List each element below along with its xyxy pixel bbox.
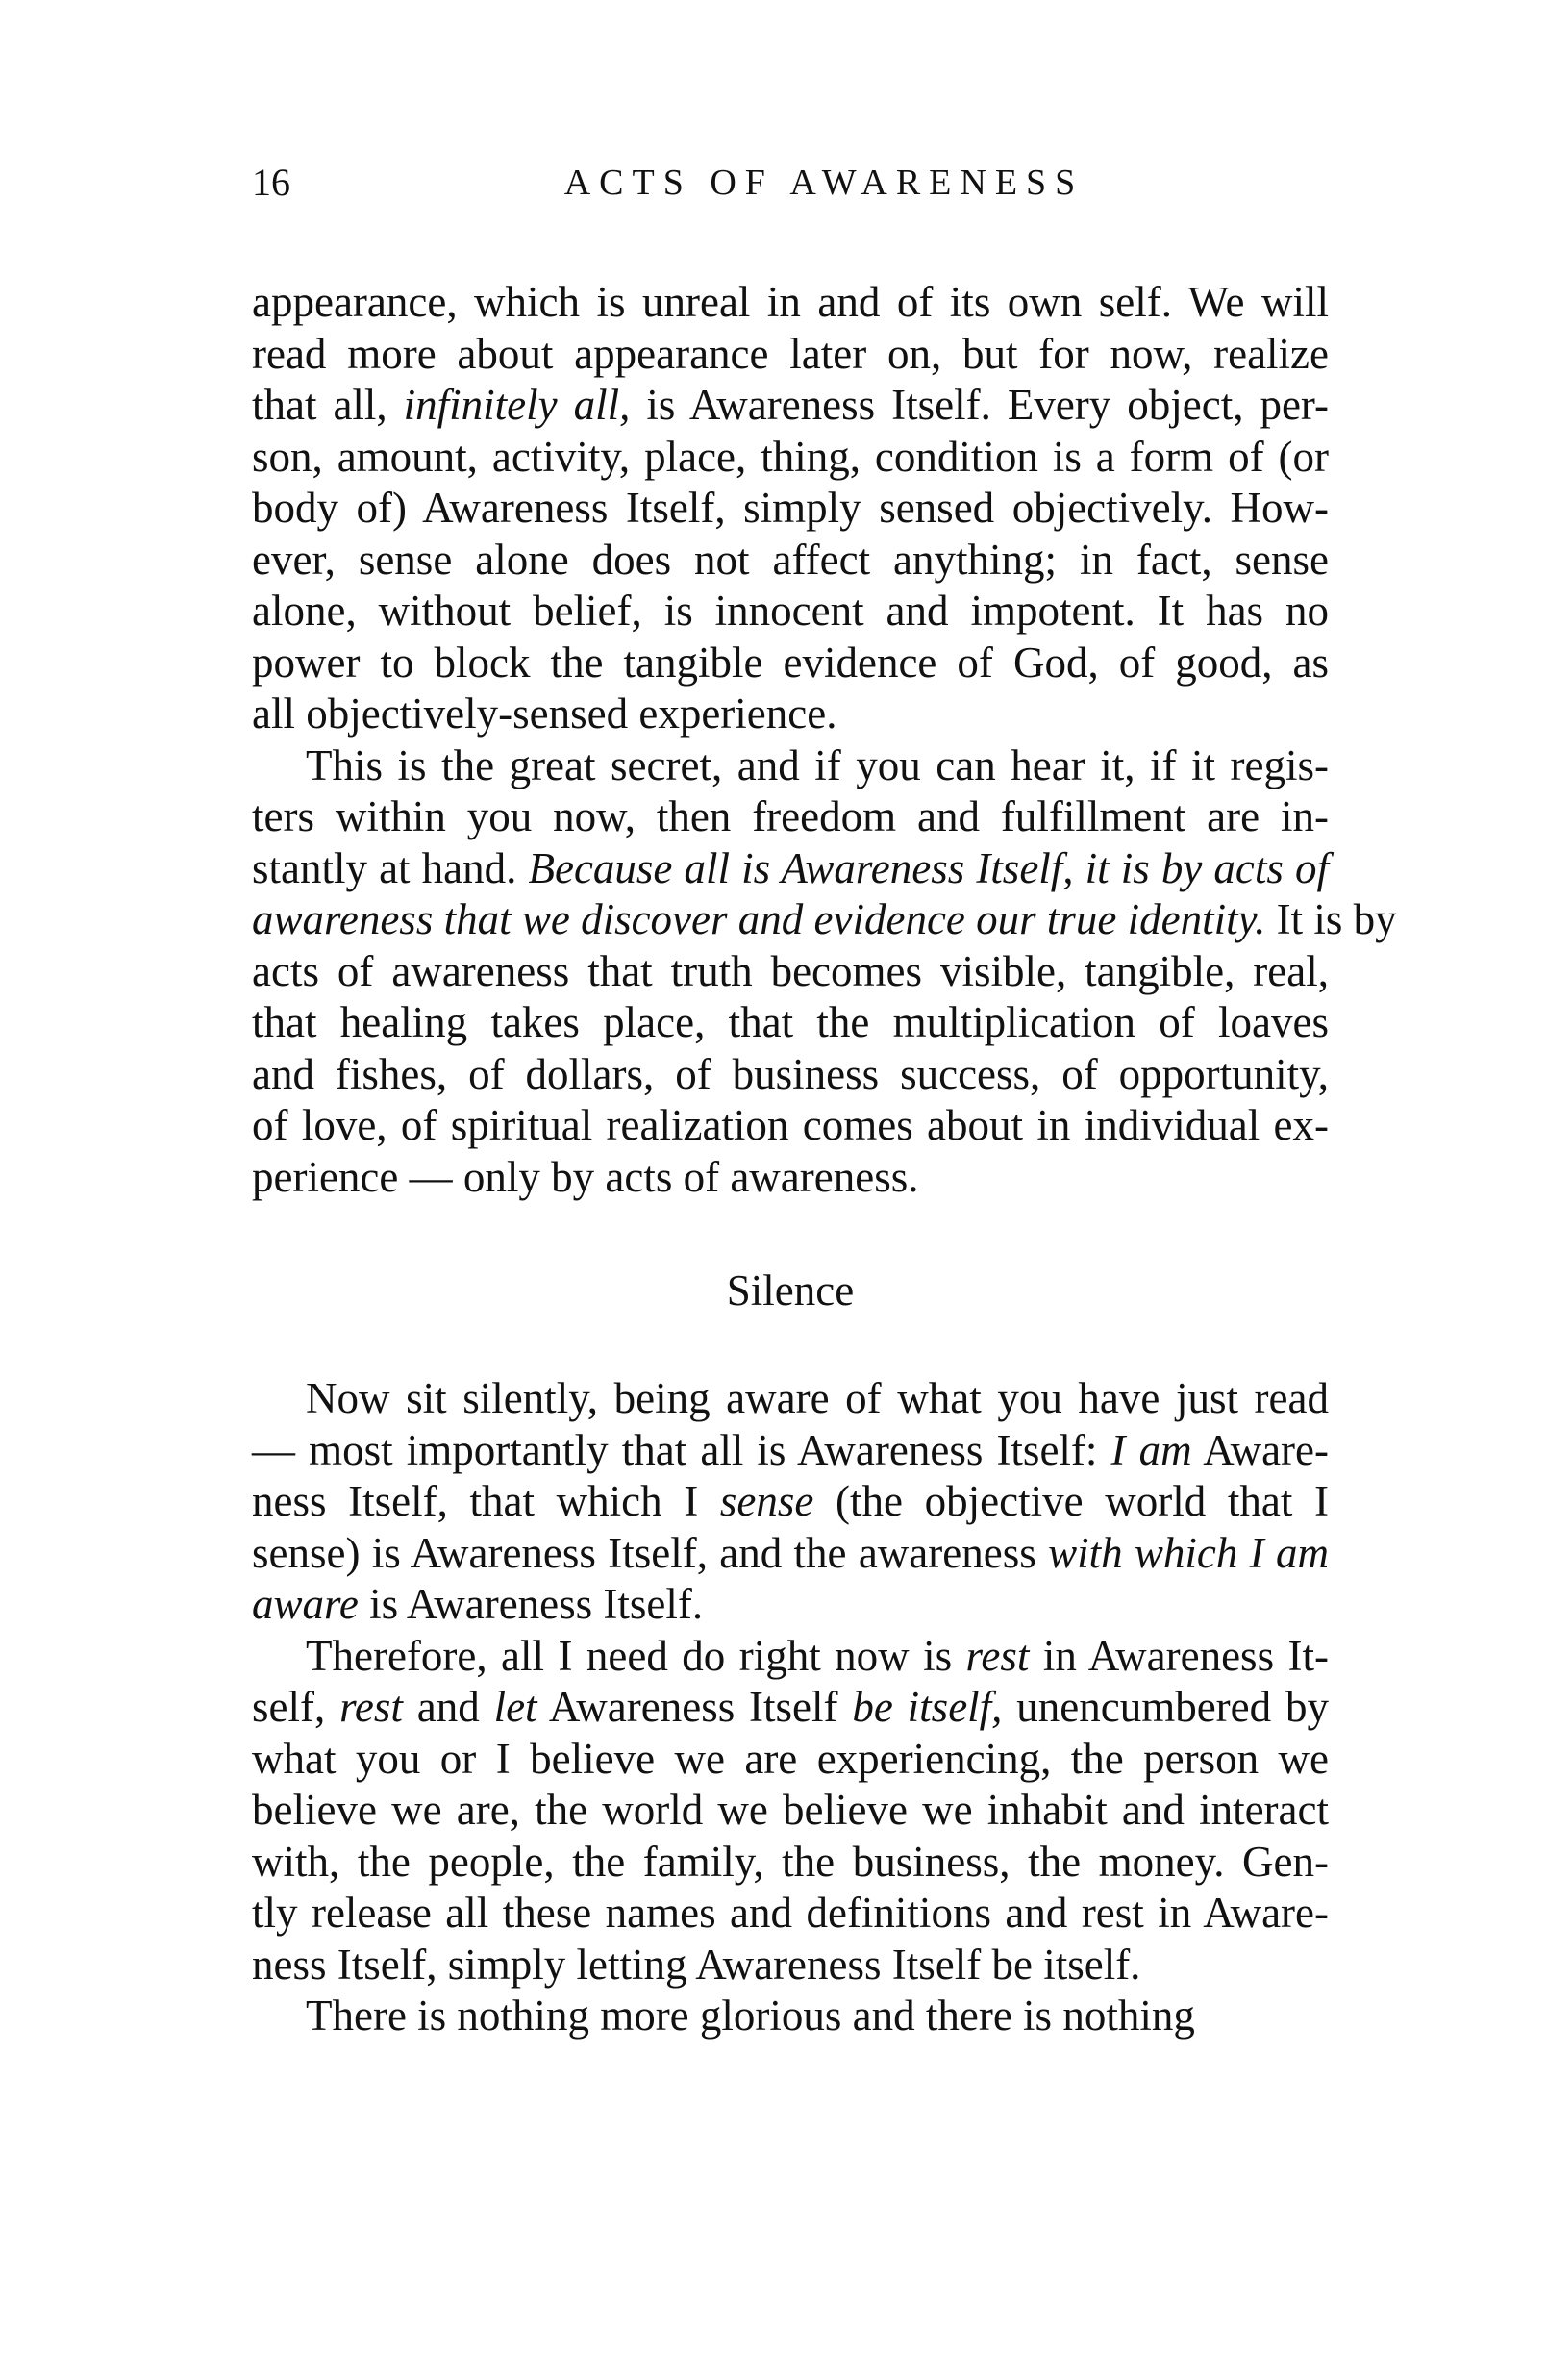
text-run: (the objective world that I bbox=[813, 1477, 1329, 1525]
text-line bbox=[252, 1528, 1329, 1580]
text-line: son, amount, activity, place, thing, condition is a form of (or bbox=[252, 432, 1329, 481]
italic-text: infinitely all, bbox=[403, 381, 631, 429]
italic-text: let bbox=[493, 1683, 537, 1731]
text-line: believe we are, the world we believe we inhabit and interact bbox=[252, 1786, 1329, 1834]
body-text-section-1 bbox=[252, 277, 1397, 1203]
text-line: This is the great secret, and if you can hear it, if it regis- bbox=[306, 740, 1329, 789]
text-run: unencumbered by bbox=[1002, 1683, 1329, 1731]
text-line: with, the people, the family, the business, the money. Gen- bbox=[252, 1837, 1329, 1886]
text-line: Now sit silently, being aware of what you have just read bbox=[306, 1374, 1329, 1422]
text-line: acts of awareness that truth becomes visible, tangible, real, bbox=[252, 946, 1329, 995]
italic-text: with which I am bbox=[1048, 1528, 1330, 1577]
italic-text: Because all is Awareness Itself, it is by acts of bbox=[528, 843, 1329, 892]
text-run: stantly at hand. bbox=[252, 843, 529, 892]
italic-text: sense bbox=[719, 1477, 814, 1525]
text-line bbox=[252, 843, 1329, 895]
text-line: all objectively-sensed experience. bbox=[252, 689, 837, 738]
text-line: and fishes, of dollars, of business success, of opportunity, bbox=[252, 1049, 1329, 1098]
italic-text: aware bbox=[252, 1580, 359, 1628]
text-run: ness Itself, that which I bbox=[252, 1477, 720, 1525]
running-title: ACTS OF AWARENESS bbox=[563, 163, 1085, 203]
italic-text: I am bbox=[1110, 1425, 1192, 1474]
text-run: sense) is Awareness Itself, and the awareness bbox=[252, 1528, 1049, 1577]
text-run: self, bbox=[252, 1683, 340, 1731]
text-line bbox=[252, 1579, 1329, 1631]
text-line: appearance, which is unreal in and of its own self. We will bbox=[252, 278, 1329, 326]
text-run: is Awareness Itself. bbox=[358, 1580, 704, 1628]
text-run: in Awareness It- bbox=[1029, 1631, 1329, 1680]
text-line: ever, sense alone does not affect anything; in fact, sense bbox=[252, 535, 1329, 584]
page-number: 16 bbox=[252, 161, 290, 204]
text-run: It is by bbox=[1265, 895, 1397, 943]
italic-text: awareness that we discover and evidence our true identity. bbox=[252, 895, 1266, 943]
text-line bbox=[252, 1425, 1329, 1477]
body-text-section-2 bbox=[252, 1373, 1329, 2042]
text-line bbox=[252, 380, 1329, 432]
text-line: perience — only by acts of awareness. bbox=[252, 1152, 919, 1201]
text-line: tly release all these names and definitions and rest in Aware- bbox=[252, 1889, 1329, 1937]
text-line: power to block the tangible evidence of God, of good, as bbox=[252, 638, 1329, 687]
text-line: body of) Awareness Itself, simply sensed objectively. How- bbox=[252, 484, 1329, 532]
text-line bbox=[252, 1631, 1329, 1683]
text-run: is Awareness Itself. Every object, per- bbox=[630, 381, 1329, 429]
text-run: Aware- bbox=[1191, 1425, 1330, 1474]
section-heading: Silence bbox=[726, 1266, 855, 1315]
text-line bbox=[252, 1682, 1329, 1734]
text-run: Awareness Itself bbox=[536, 1683, 853, 1731]
text-line: alone, without belief, is innocent and impotent. It has no bbox=[252, 587, 1329, 635]
text-line bbox=[252, 1476, 1329, 1528]
text-run: that all, bbox=[252, 381, 404, 429]
text-line: of love, of spiritual realization comes about in individual ex- bbox=[252, 1101, 1329, 1149]
text-line bbox=[252, 894, 1397, 946]
text-line: ters within you now, then freedom and fulfillment are in- bbox=[252, 792, 1329, 840]
text-run: and bbox=[402, 1683, 494, 1731]
text-line: ness Itself, simply letting Awareness Itself be itself. bbox=[252, 1940, 1141, 1989]
text-line: that healing takes place, that the multiplication of loaves bbox=[252, 998, 1329, 1046]
italic-text: rest bbox=[965, 1631, 1030, 1680]
text-line: There is nothing more glorious and there is nothing bbox=[306, 1992, 1195, 2040]
italic-text: be itself, bbox=[852, 1683, 1003, 1731]
text-run: — most importantly that all is Awareness Itself: bbox=[252, 1425, 1111, 1474]
text-line: read more about appearance later on, but for now, realize bbox=[252, 329, 1329, 378]
italic-text: rest bbox=[339, 1683, 403, 1731]
text-line: what you or I believe we are experiencing, the person we bbox=[252, 1734, 1329, 1783]
text-run: Therefore, all I need do right now is bbox=[306, 1631, 966, 1680]
running-head bbox=[252, 154, 1329, 212]
